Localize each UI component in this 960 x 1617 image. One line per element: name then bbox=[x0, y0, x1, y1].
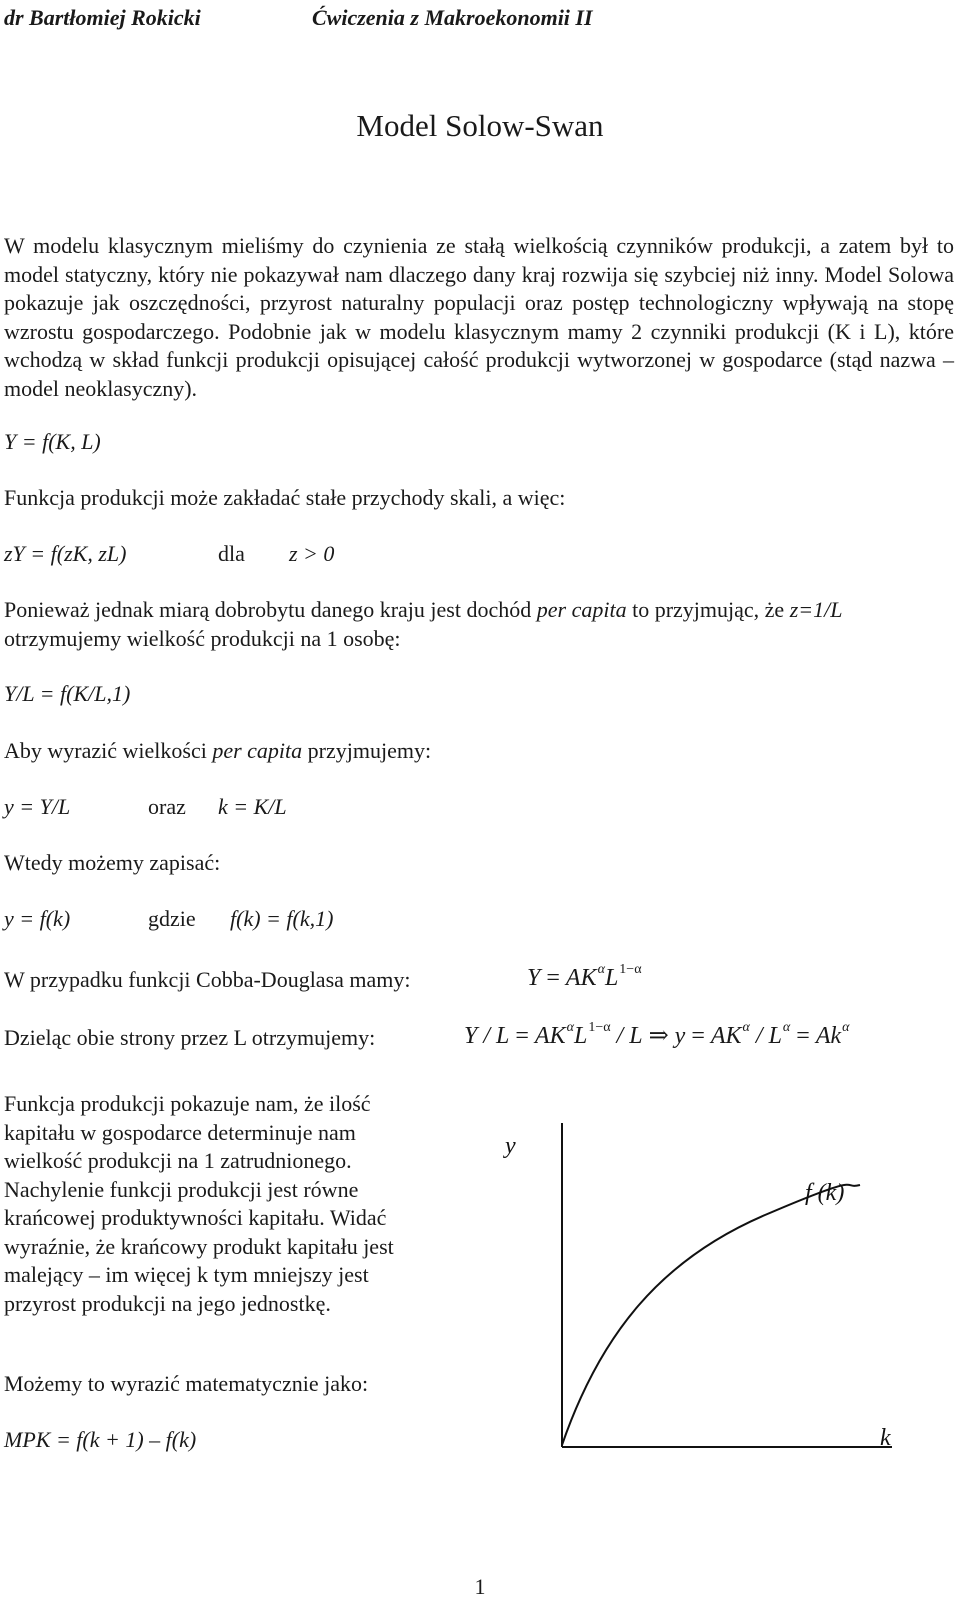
header-author: dr Bartłomiej Rokicki bbox=[4, 5, 201, 30]
def-oraz: oraz bbox=[148, 794, 186, 819]
curve-label: f (k) bbox=[805, 1180, 845, 1206]
cobb-douglas-eq: $Y = AK^\alpha L^{1-\alpha}$ bbox=[527, 962, 642, 991]
intensive-eq: y = f(k) bbox=[4, 906, 71, 931]
express-text: Aby wyrazić wielkości per capita przyjmujemy: bbox=[4, 738, 432, 763]
mpk-eq: MPK = f(k + 1) – f(k) bbox=[4, 1427, 197, 1452]
page-title: Model Solow-Swan bbox=[356, 108, 604, 143]
divide-text: Dzieląc obie strony przez L otrzymujemy: bbox=[4, 1025, 376, 1050]
production-function-explanation: Funkcja produkcji pokazuje nam, że ilość kapitału w gospodarce determinuje nam wielkość produkcji na 1 zatrudnionego. Nachylenie funkcji produkcji jest równe krańcowej produktywności kapitału. Widać wyraźnie, że krańcowy produkt kapitału jest malejący – im więcej k tym mniejszy jest przyrost produkcji na jego jednostkę. bbox=[4, 1091, 394, 1316]
math-text: Możemy to wyrazić matematycznie jako: bbox=[4, 1371, 369, 1396]
then-text: Wtedy możemy zapisać: bbox=[4, 850, 221, 875]
page-number: 1 bbox=[474, 1574, 486, 1599]
intro-paragraph: W modelu klasycznym mieliśmy do czynienia ze stałą wielkością czynników produkcji, a zatem był to model statyczny, który nie pokazywał nam dlaczego dany kraj rozwija się szybciej niż inny. Model Solowa pokazuje jak oszczędności, przyrost naturalny populacji oraz postęp technologiczny wpływają na stopę wzrostu gospodarczego. Podobnie jak w modelu klasycznym mamy 2 czynniki produkcji (K i L), które wchodzą w skład funkcji produkcji opisującej całość produkcji wytworzonej w gospodarce (stąd nazwa – model neoklasyczny). bbox=[4, 233, 954, 401]
x-axis-label: k bbox=[880, 1425, 891, 1451]
intensive-gdzie: gdzie bbox=[148, 906, 196, 931]
production-curve bbox=[562, 1185, 860, 1445]
returns-text: Funkcja produkcji może zakładać stałe przychody skali, a więc: bbox=[4, 485, 566, 510]
intensive-def-eq: f(k) = f(k,1) bbox=[230, 906, 334, 931]
percapita-eq: Y/L = f(K/L,1) bbox=[4, 681, 131, 706]
cobb-douglas-text: W przypadku funkcji Cobba-Douglasa mamy: bbox=[4, 967, 411, 992]
returns-eq: zY = f(zK, zL) bbox=[4, 541, 127, 566]
def-k-eq: k = K/L bbox=[218, 794, 287, 819]
production-function-eq: Y = f(K, L) bbox=[4, 429, 101, 454]
returns-condition: z > 0 bbox=[289, 541, 335, 566]
def-y-eq: y = Y/L bbox=[4, 794, 71, 819]
percapita-paragraph: Ponieważ jednak miarą dobrobytu danego kraju jest dochód per capita to przyjmując, że z=1/L otrzymujemy wielkość produkcji na 1 osobę: bbox=[4, 597, 843, 651]
production-function-graph bbox=[480, 1115, 920, 1475]
header-course: Ćwiczenia z Makroekonomii II bbox=[312, 5, 593, 30]
y-axis-label: y bbox=[505, 1133, 516, 1159]
returns-dla: dla bbox=[218, 541, 245, 566]
divide-eq: $Y / L = AK^\alpha L^{1-\alpha} / L$ ⇒ $y = AK^\alpha / L^\alpha = Ak^\alpha$ bbox=[464, 1020, 850, 1049]
